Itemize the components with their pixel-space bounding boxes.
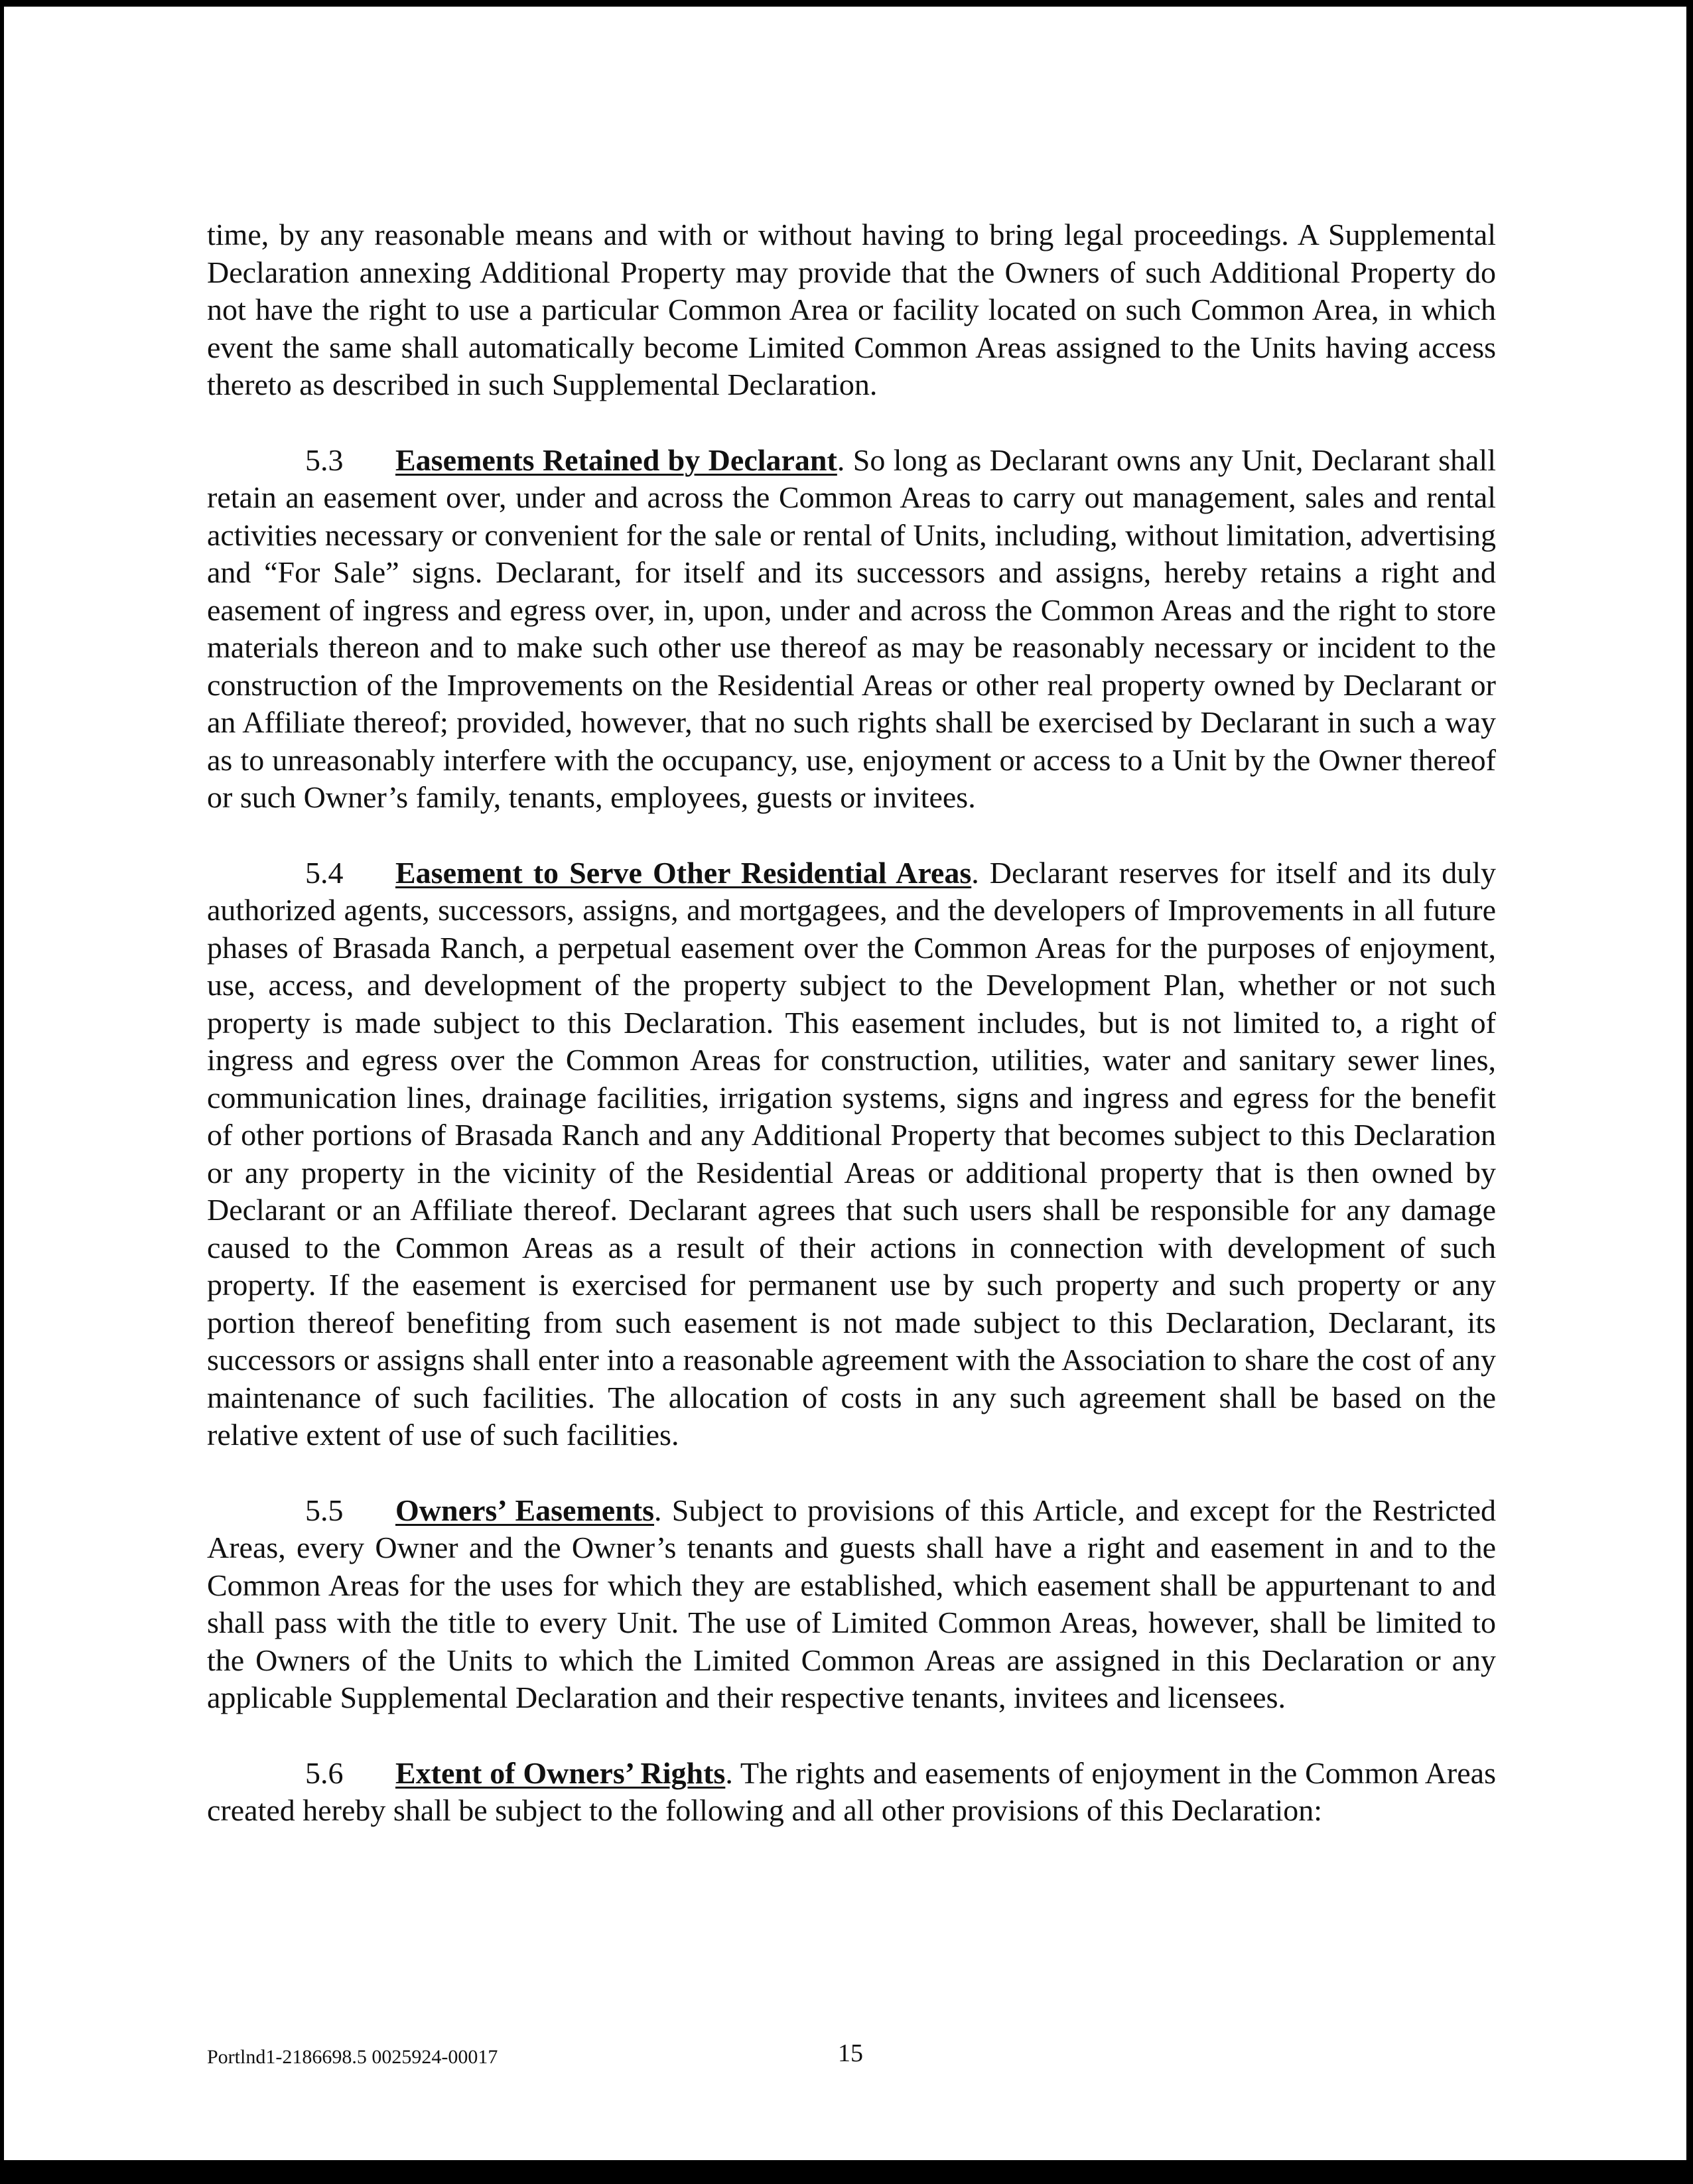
scan-border-top (0, 0, 1693, 7)
section-number: 5.3 (305, 443, 344, 477)
section-body: . So long as Declarant owns any Unit, Declarant shall retain an easement over, under and across the Common Areas to carry out management, sales and rental activities necessary or convenient for the sale or rental of Units, including, without limitation, advertising and “For Sale” signs. Declarant, for itself and its successors and assigns, hereby retains a right and easement of ingress and egress over, in, upon, under and across the Common Areas and the right to store materials thereon and to make such other use thereof as may be reasonably necessary or incident to the construction of the Improvements on the Residential Areas or other real property owned by Declarant or an Affiliate thereof; provided, however, that no such rights shall be exercised by Declarant in such a way as to unreasonably interfere with the occupancy, use, enjoyment or access to a Unit by the Owner thereof or such Owner’s family, tenants, employees, guests or invitees. (207, 443, 1496, 814)
footer-document-id: Portlnd1-2186698.5 0025924-00017 (207, 2046, 498, 2068)
section-5-6 (207, 1755, 1496, 1830)
section-5-3 (207, 442, 1496, 817)
section-heading: Easement to Serve Other Residential Areas (395, 855, 972, 890)
section-heading: Owners’ Easements (395, 1493, 655, 1527)
section-body: . Declarant reserves for itself and its duly authorized agents, successors, assigns, and mortgagees, and the developers of Improvements in all future phases of Brasada Ranch, a perpetual easement over the Common Areas for the purposes of enjoyment, use, access, and development of the property subject to the Development Plan, whether or not such property is made subject to this Declaration. This easement includes, but is not limited to, a right of ingress and egress over the Common Areas for construction, utilities, water and sanitary sewer lines, communication lines, drainage facilities, irrigation systems, signs and ingress and egress for the benefit of other portions of Brasada Ranch and any Additional Property that becomes subject to this Declaration or any property in the vicinity of the Residential Areas or additional property that is then owned by Declarant or an Affiliate thereof. Declarant agrees that such users shall be responsible for any damage caused to the Common Areas as a result of their actions in connection with development of such property. If the easement is exercised for permanent use by such property and such property or any portion thereof benefiting from such easement is not made subject to this Declaration, Declarant, its successors or assigns shall enter into a reasonable agreement with the Association to share the cost of any maintenance of such facilities. The allocation of costs in any such agreement shall be based on the relative extent of use of such facilities. (207, 855, 1497, 1452)
section-number: 5.5 (305, 1493, 344, 1527)
section-number: 5.4 (305, 855, 344, 890)
document-body (207, 216, 1496, 1868)
section-body: . Subject to provisions of this Article, and except for the Restricted Areas, every Owner and the Owner’s tenants and guests shall have a right and easement in and to the Common Areas for the uses for which they are established, which easement shall be appurtenant to and shall pass with the title to every Unit. The use of Limited Common Areas, however, shall be limited to the Owners of the Units to which the Limited Common Areas are assigned in this Declaration or any applicable Supplemental Declaration and their respective tenants, invitees and licensees. (207, 1493, 1497, 1714)
section-5-5 (207, 1492, 1496, 1717)
section-heading: Extent of Owners’ Rights (395, 1755, 726, 1790)
page-number: 15 (838, 2039, 863, 2067)
scan-border-left (0, 0, 4, 2184)
section-body: . The rights and easements of enjoyment in the Common Areas created hereby shall be subject to the following and all other provisions of this Declaration: (207, 1755, 1496, 1827)
section-5-4 (207, 854, 1496, 1454)
section-number: 5.6 (305, 1755, 344, 1790)
scan-border-right (1686, 0, 1693, 2184)
section-heading: Easements Retained by Declarant (395, 443, 837, 477)
paragraph-continuation: time, by any reasonable means and with or without having to bring legal proceedings. A Supplemental Declaration annexing Additional Property may provide that the Owners of such Additional Property do not have the right to use a particular Common Area or facility located on such Common Area, in which event the same shall automatically become Limited Common Areas assigned to the Units having access thereto as described in such Supplemental Declaration. (207, 218, 1496, 401)
scan-border-bottom (0, 2160, 1693, 2184)
